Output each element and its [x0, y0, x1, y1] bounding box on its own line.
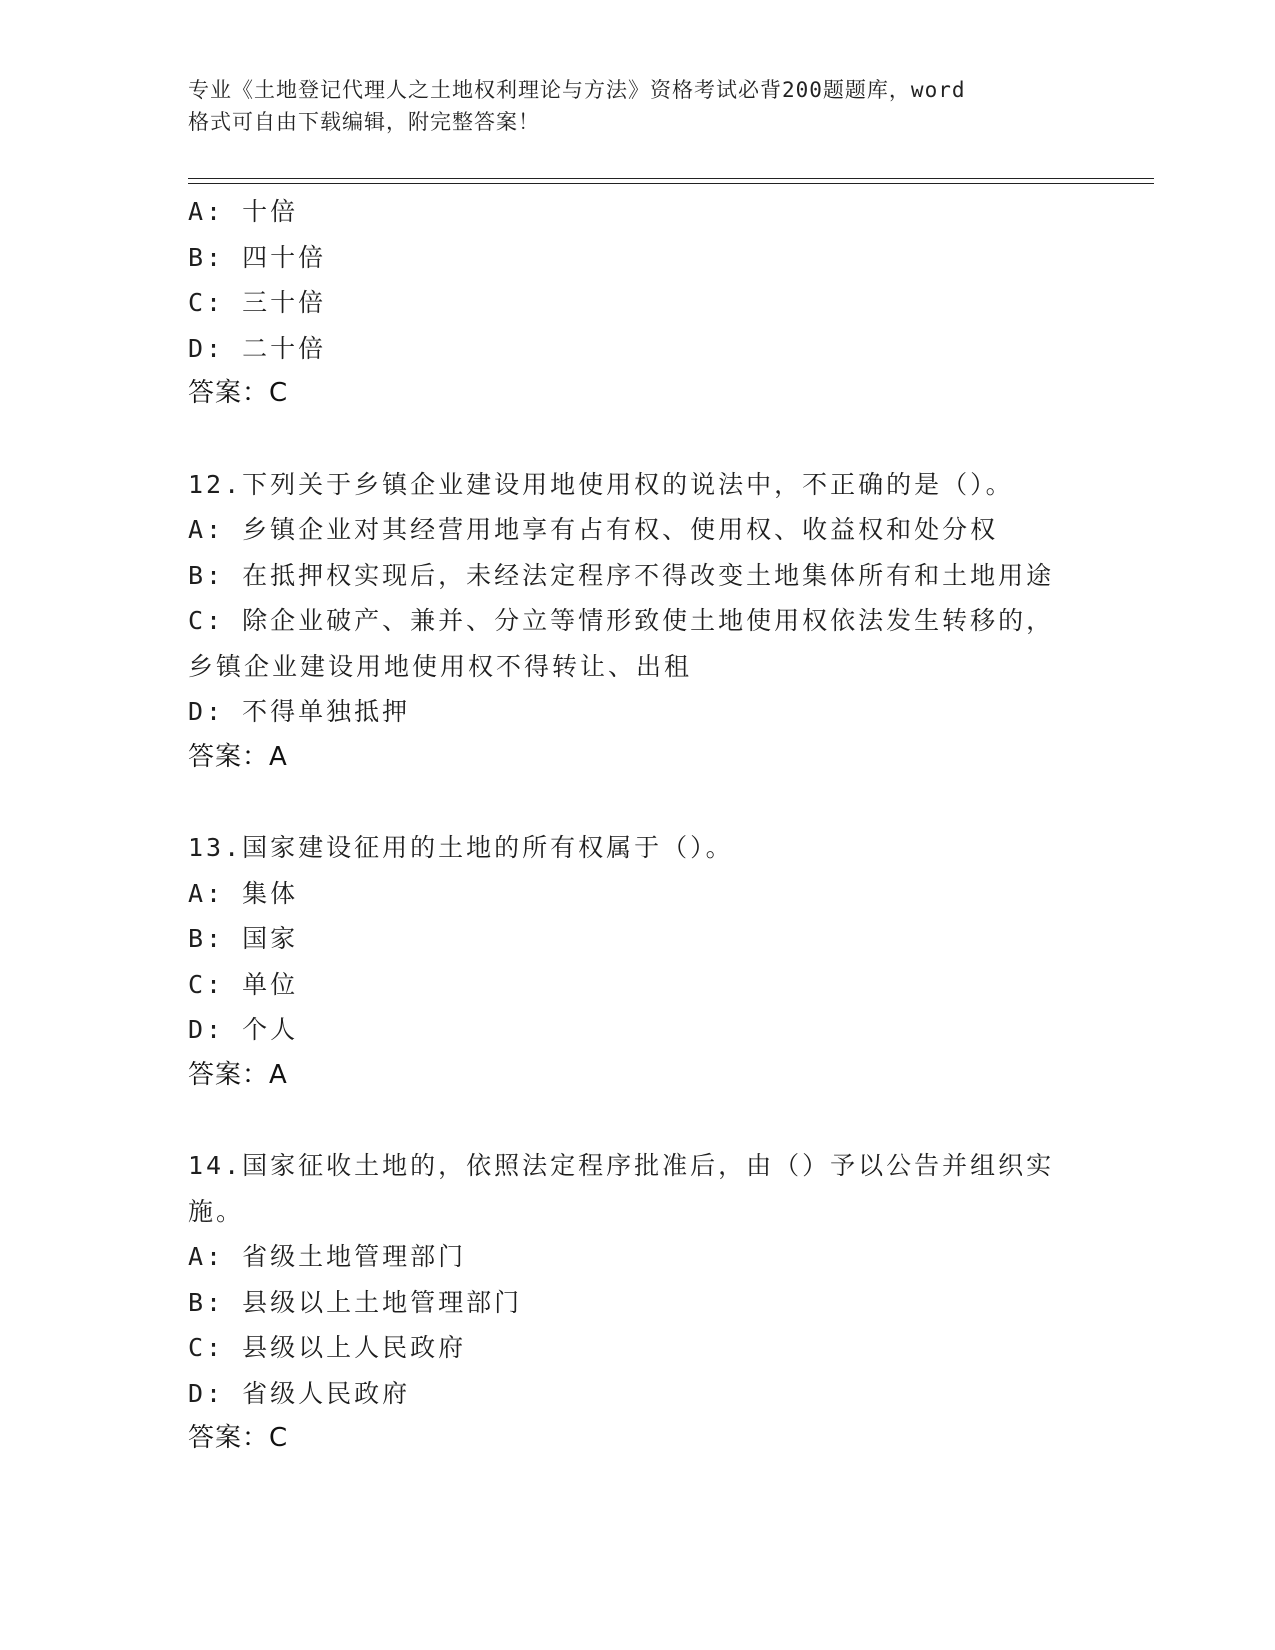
- q13-option-a: A: 集体: [188, 878, 299, 908]
- q12-option-a: A: 乡镇企业对其经营用地享有占有权、使用权、收益权和处分权: [188, 515, 999, 544]
- q14-option-a: A: 省级土地管理部门: [188, 1242, 467, 1271]
- q12-option-b: B: 在抵押权实现后，未经法定程序不得改变土地集体所有和土地用途: [188, 560, 1055, 590]
- q12-answer: 答案：A: [188, 741, 288, 772]
- q14-question-line-2: 施。: [188, 1196, 245, 1226]
- q13-option-b: B: 国家: [188, 924, 299, 953]
- q11-option-a: A: 十倍: [188, 197, 299, 226]
- q13-option-d: D: 个人: [188, 1015, 299, 1044]
- q14-option-b: B: 县级以上土地管理部门: [188, 1287, 523, 1317]
- q12-option-d: D: 不得单独抵押: [188, 697, 411, 726]
- question-12-block: [188, 462, 1168, 781]
- header-line-1: 专业《土地登记代理人之土地权利理论与方法》资格考试必背200题题库，word: [188, 78, 966, 102]
- question-spacer: [188, 417, 1168, 462]
- q14-option-d: D: 省级人民政府: [188, 1378, 411, 1408]
- header-line-2: 格式可自由下载编辑，附完整答案！: [188, 110, 540, 134]
- question-13-block: [188, 825, 1168, 1098]
- q14-answer: 答案：C: [188, 1423, 289, 1453]
- question-11-block: [188, 189, 1168, 417]
- q12-option-c-line-1: C: 除企业破产、兼并、分立等情形致使土地使用权依法发生转移的，: [188, 606, 1055, 635]
- q14-option-c: C: 县级以上人民政府: [188, 1333, 467, 1362]
- q11-option-d: D: 二十倍: [188, 333, 327, 363]
- question-14-block: [188, 1143, 1168, 1462]
- q14-question-line-1: 14.国家征收土地的，依照法定程序批准后，由（）予以公告并组织实: [188, 1151, 1055, 1180]
- q12-question: 12.下列关于乡镇企业建设用地使用权的说法中，不正确的是（）。: [188, 469, 1014, 499]
- header-divider-bottom: [188, 183, 1154, 184]
- q11-answer: 答案：C: [188, 378, 289, 408]
- header-divider-top: [188, 178, 1154, 179]
- question-spacer: [188, 1098, 1168, 1143]
- question-spacer: [188, 780, 1168, 825]
- q13-answer: 答案：A: [188, 1059, 288, 1090]
- q11-option-b: B: 四十倍: [188, 242, 327, 272]
- q13-option-c: C: 单位: [188, 969, 299, 999]
- document-header: [188, 74, 1068, 138]
- question-list: [188, 189, 1168, 1462]
- q12-option-c-line-2: 乡镇企业建设用地使用权不得转让、出租: [188, 651, 693, 681]
- q13-question: 13.国家建设征用的土地的所有权属于（）。: [188, 833, 734, 862]
- q11-option-c: C: 三十倍: [188, 288, 327, 317]
